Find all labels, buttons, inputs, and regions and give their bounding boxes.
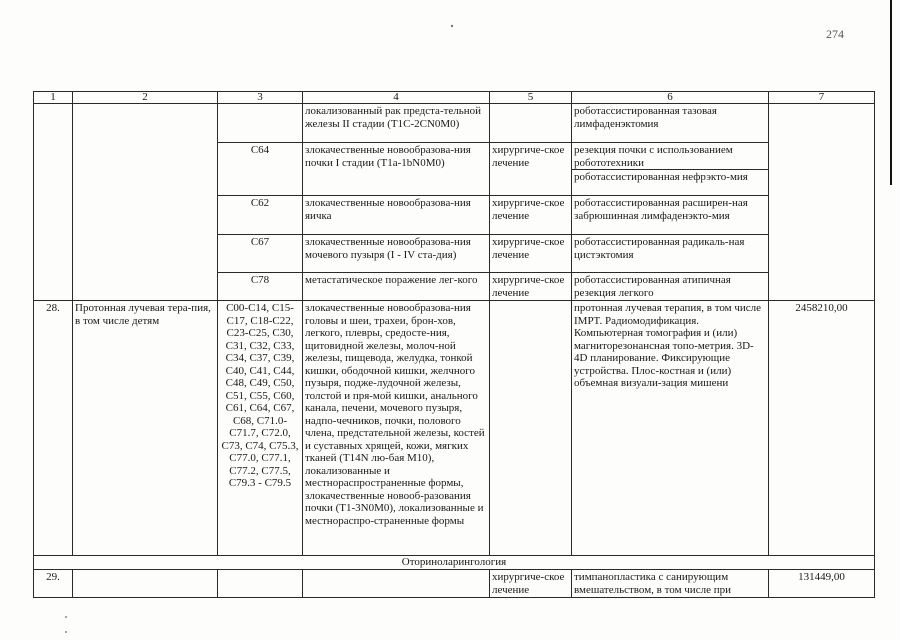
patient-model: злокачественные новообразова-ния почки I стадии (T1a-1bN0M0)	[303, 143, 490, 196]
icd-codes	[218, 570, 303, 598]
price	[769, 143, 875, 196]
row-number	[34, 104, 73, 143]
service-name	[73, 273, 218, 301]
treatment-type: хирургиче-ское лечение	[490, 235, 572, 273]
service-name	[73, 143, 218, 196]
row-number	[34, 143, 73, 196]
column-number: 7	[769, 92, 875, 104]
treatment-type: хирургиче-ское лечение	[490, 143, 572, 196]
icd-codes: C62	[218, 196, 303, 235]
treatment-type: хирургиче-ское лечение	[490, 273, 572, 301]
column-number: 3	[218, 92, 303, 104]
treatment-type	[490, 301, 572, 556]
table-row	[34, 570, 875, 598]
row-number: 28.	[34, 301, 73, 556]
page-number: 274	[826, 27, 844, 41]
price	[769, 273, 875, 301]
treatment-method: роботассистированная радикаль-ная цистэктомия	[572, 235, 769, 273]
treatment-method: протонная лучевая терапия, в том числе IMPT. Радиомодификация. Компьютерная томография и (или) магниторезонансная топо-метрия. 3D-4D планирование. Фиксирующие устройства. Плос-костная и (или) объемная визуали-зация мишени	[572, 301, 769, 556]
service-name	[73, 104, 218, 143]
icd-codes	[218, 104, 303, 143]
price	[769, 235, 875, 273]
treatment-method: роботассистированная расширен-ная забрюшинная лимфаденэкто-мия	[572, 196, 769, 235]
treatment-method: роботассистированная тазовая лимфаденэктомия	[572, 104, 769, 143]
section-title: Оториноларингология	[34, 556, 875, 570]
patient-model	[303, 570, 490, 598]
patient-model: злокачественные новообразова-ния мочевого пузыря (I - IV ста-дия)	[303, 235, 490, 273]
icd-codes: C64	[218, 143, 303, 196]
price	[769, 196, 875, 235]
price: 2458210,00	[769, 301, 875, 556]
row-number	[34, 196, 73, 235]
price	[769, 104, 875, 143]
treatment-method: роботассистированная атипичная резекция легкого	[572, 273, 769, 301]
table-row	[34, 104, 875, 143]
service-name	[73, 570, 218, 598]
treatment-method: резекция почки с использованием робототехники	[574, 144, 733, 169]
column-number-row	[34, 92, 875, 104]
treatment-method: тимпанопластика с санирующим вмешательством, в том числе при	[572, 570, 769, 598]
service-name	[73, 235, 218, 273]
row-number	[34, 273, 73, 301]
table-row	[34, 273, 875, 301]
table-row	[34, 143, 875, 196]
treatment-type: хирургиче-ское лечение	[490, 196, 572, 235]
table-row	[34, 196, 875, 235]
table-row	[34, 235, 875, 273]
column-number: 2	[73, 92, 218, 104]
row-number	[34, 235, 73, 273]
icd-codes: C00-C14, C15-C17, C18-C22, C23-C25, C30, C31, C32, C33, C34, C37, C39, C40, C41, C44, C48, C49, C50, C51, C55, C60, C61, C64, C67, C68, C71.0-C71.7, C72.0, C73, C74, C75.3, C77.0, C77.1, C77.2, C77.5, C79.3 - C79.5	[218, 301, 303, 556]
treatment-type: хирургиче-ское лечение	[490, 570, 572, 598]
column-number: 1	[34, 92, 73, 104]
icd-codes: C78	[218, 273, 303, 301]
service-name	[73, 196, 218, 235]
services-table	[33, 91, 875, 598]
table-row	[34, 301, 875, 556]
treatment-type	[490, 104, 572, 143]
patient-model: злокачественные новообразова-ния головы и шеи, трахеи, брон-хов, легкого, плевры, средосте-ния, щитовидной железы, молоч-ной железы, пищевода, желудка, тонкой кишки, ободочной кишки, желчного пузыря, подже-лудочной железы, толстой и пря-мой кишки, анального канала, печени, мочевого пузыря, надпо-чечников, почки, полового члена, предстательной железы, костей и суставных хрящей, кожи, мягких тканей (T14N лю-бая M10), локализованные и местнораспространенные формы, злокачественные новооб-разования почки (T1-3N0M0), локализованные и местнораспро-страненные формы	[303, 301, 490, 556]
row-number: 29.	[34, 570, 73, 598]
column-number: 5	[490, 92, 572, 104]
icd-codes: C67	[218, 235, 303, 273]
treatment-method: роботассистированная нефрэкто-мия	[572, 169, 768, 185]
column-number: 4	[303, 92, 490, 104]
patient-model: локализованный рак предста-тельной железы II стадии (T1C-2CN0M0)	[303, 104, 490, 143]
column-number: 6	[572, 92, 769, 104]
section-row	[34, 556, 875, 570]
patient-model: злокачественные новообразова-ния яичка	[303, 196, 490, 235]
service-name: Протонная лучевая тера-пия, в том числе детям	[73, 301, 218, 556]
price: 131449,00	[769, 570, 875, 598]
patient-model: метастатическое поражение лег-кого	[303, 273, 490, 301]
treatment-methods	[572, 143, 769, 196]
